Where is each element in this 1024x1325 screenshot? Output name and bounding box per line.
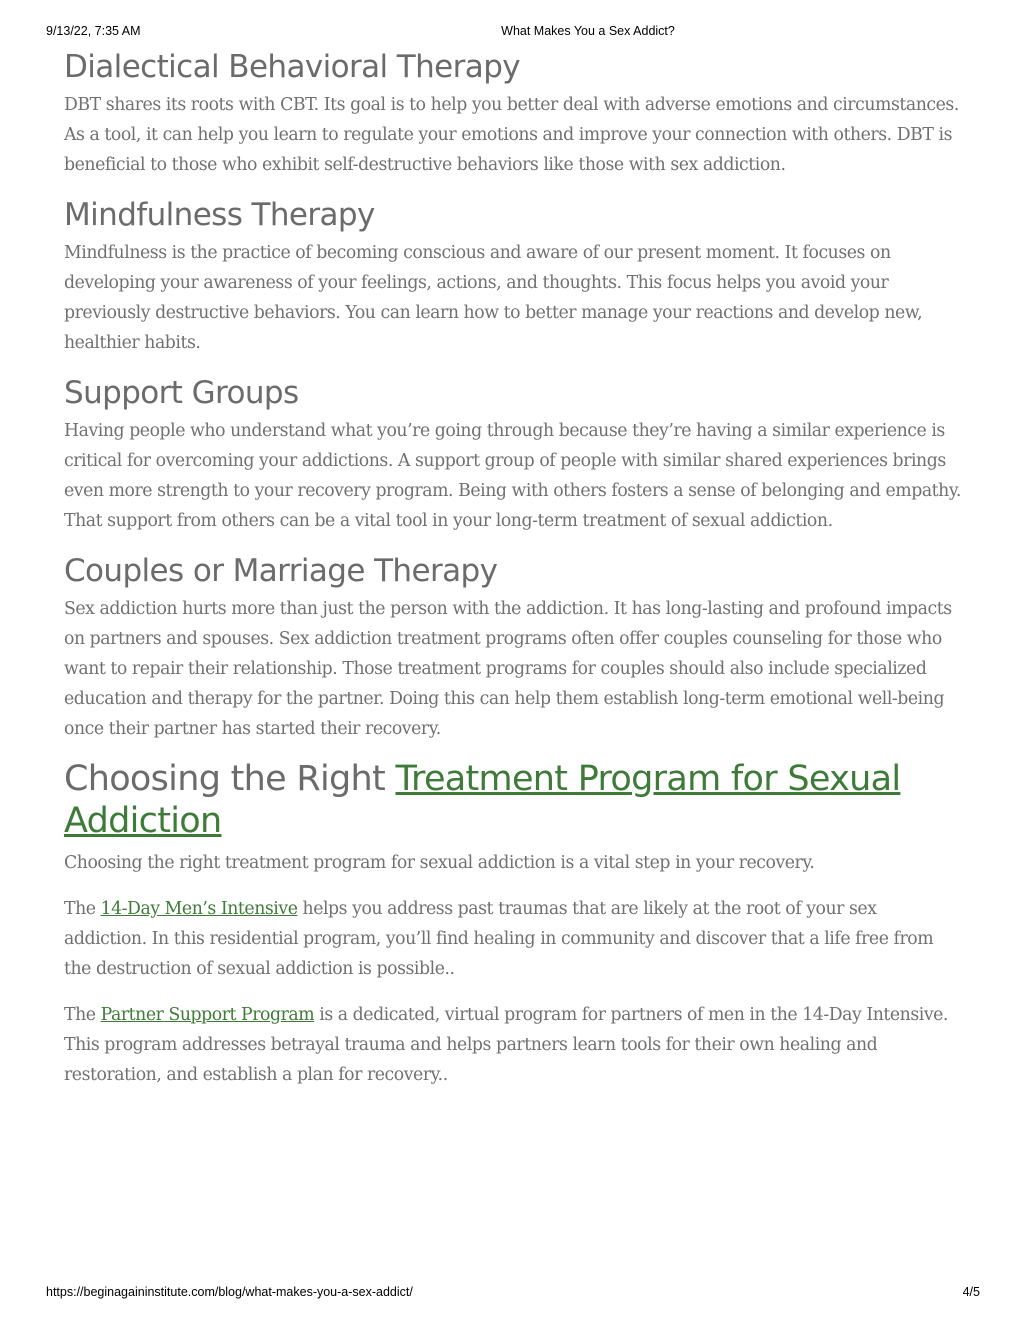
choosing-intro: Choosing the right treatment program for sexual addiction is a vital step in your recovery. (64, 853, 815, 873)
section-body-couples: Sex addiction hurts more than just the person with the addiction. It has long-lasting and profound impacts on partners and spouses. Sex addiction treatment programs often offer couples counseling for those who want to repair their relationship. Those treatment programs for couples should also include specialized education and therapy for the partner. Doing this can help them establish long-term emotional well-being once their partner has started their recovery. (64, 599, 952, 739)
mens-intensive-link[interactable]: 14-Day Men’s Intensive (100, 899, 298, 919)
section-body-mindfulness: Mindfulness is the practice of becoming conscious and aware of our present moment. It focuses on developing your awareness of your feelings, actions, and thoughts. This focus helps you avoid your previously destructive behaviors. You can learn how to better manage your reactions and develop new, healthier habits. (64, 243, 923, 353)
partner-support-paragraph (64, 1000, 964, 1090)
article-content (64, 46, 964, 1106)
print-page-title: What Makes You a Sex Addict? (501, 24, 675, 38)
section-body-support-groups: Having people who understand what you’re going through because they’re having a similar experience is critical for overcoming your addictions. A support group of people with similar shared experiences brings even more strength to your recovery program. Being with others fosters a sense of belonging and empathy. That support from others can be a vital tool in your long-term treatment of sexual addiction. (64, 421, 961, 531)
print-header (0, 24, 1024, 40)
treatment-program-link[interactable]: Treatment Program for Sexual Addiction (64, 759, 901, 841)
paragraph-rest: helps you address past traumas that are likely at the root of your sex addiction. In this residential program, you’ll find healing in community and discover that a life free from the destruction of sexual addiction is possible.. (64, 899, 934, 979)
section-heading-dbt: Dialectical Behavioral Therapy (64, 49, 521, 85)
paragraph-rest: is a dedicated, virtual program for partners of men in the 14-Day Intensive. This program addresses betrayal trauma and helps partners learn tools for their own healing and restoration, and establish a plan for recovery.. (64, 1005, 948, 1085)
mens-intensive-paragraph (64, 894, 964, 984)
section-heading-choosing (64, 758, 964, 842)
print-datetime: 9/13/22, 7:35 AM (46, 24, 141, 38)
partner-support-link[interactable]: Partner Support Program (100, 1005, 315, 1025)
paragraph-prefix: The (64, 1005, 101, 1025)
print-page-number: 4/5 (962, 1285, 980, 1299)
print-url: https://beginagaininstitute.com/blog/what-makes-you-a-sex-addict/ (46, 1285, 413, 1299)
paragraph-prefix: The (64, 899, 101, 919)
section-heading-support-groups: Support Groups (64, 375, 299, 411)
section-body-dbt: DBT shares its roots with CBT. Its goal is to help you better deal with adverse emotions and circumstances. As a tool, it can help you learn to regulate your emotions and improve your connection with others. DBT is beneficial to those who exhibit self-destructive behaviors like those with sex addiction. (64, 95, 959, 175)
print-footer (0, 1285, 1024, 1301)
section-heading-couples: Couples or Marriage Therapy (64, 553, 498, 589)
heading-prefix: Choosing the Right (64, 759, 396, 799)
section-heading-mindfulness: Mindfulness Therapy (64, 197, 375, 233)
